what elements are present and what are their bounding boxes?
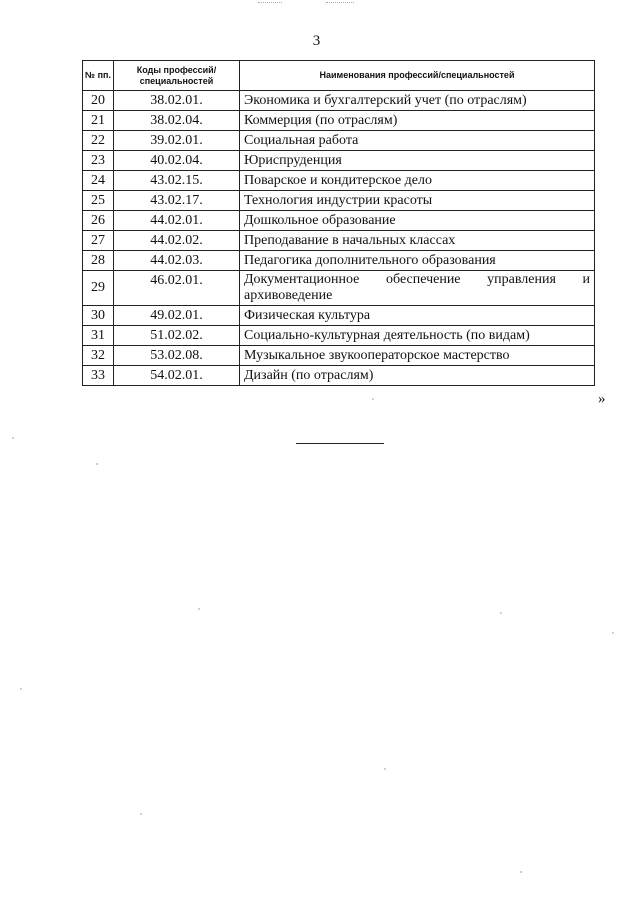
table-row <box>83 171 595 191</box>
row-code: 53.02.08. <box>114 346 240 366</box>
row-number: 23 <box>83 151 114 171</box>
scan-speck <box>20 688 22 690</box>
table-row <box>83 251 595 271</box>
row-code: 38.02.01. <box>114 91 240 111</box>
row-number: 29 <box>83 271 114 306</box>
table-row <box>83 151 595 171</box>
table-header-row <box>83 61 595 91</box>
table-row <box>83 191 595 211</box>
scan-speck <box>12 437 14 439</box>
row-number: 24 <box>83 171 114 191</box>
table-row <box>83 366 595 386</box>
scan-speck <box>140 813 142 815</box>
row-code: 51.02.02. <box>114 326 240 346</box>
row-name: Коммерция (по отраслям) <box>240 111 595 131</box>
row-code: 44.02.01. <box>114 211 240 231</box>
page-number: 3 <box>312 33 321 49</box>
header-name: Наименования профессий/специальностей <box>240 61 595 91</box>
row-code: 44.02.02. <box>114 231 240 251</box>
row-number: 26 <box>83 211 114 231</box>
row-name: Технология индустрии красоты <box>240 191 595 211</box>
scan-speck <box>372 398 374 400</box>
row-number: 31 <box>83 326 114 346</box>
specialties-table <box>82 60 595 386</box>
scan-speck <box>96 463 98 465</box>
table-row <box>83 231 595 251</box>
row-name: Дизайн (по отраслям) <box>240 366 595 386</box>
row-number: 30 <box>83 306 114 326</box>
table-row <box>83 271 595 306</box>
row-code: 43.02.17. <box>114 191 240 211</box>
row-code: 38.02.04. <box>114 111 240 131</box>
row-number: 32 <box>83 346 114 366</box>
row-name: Экономика и бухгалтерский учет (по отраслям) <box>240 91 595 111</box>
scan-speck <box>384 768 386 770</box>
row-name: Документационное обеспечение управления и архивоведение <box>240 271 595 306</box>
row-name: Социальная работа <box>240 131 595 151</box>
row-code: 43.02.15. <box>114 171 240 191</box>
scan-speck <box>612 632 614 634</box>
row-number: 21 <box>83 111 114 131</box>
row-name: Преподавание в начальных классах <box>240 231 595 251</box>
row-name: Физическая культура <box>240 306 595 326</box>
row-name: Поварское и кондитерское дело <box>240 171 595 191</box>
table-row <box>83 131 595 151</box>
row-code: 46.02.01. <box>114 271 240 306</box>
scan-speck <box>198 608 200 610</box>
table-row <box>83 211 595 231</box>
scan-speck <box>500 612 502 614</box>
table-row <box>83 346 595 366</box>
row-name: Музыкальное звукооператорское мастерство <box>240 346 595 366</box>
table-row <box>83 306 595 326</box>
row-code: 54.02.01. <box>114 366 240 386</box>
row-number: 27 <box>83 231 114 251</box>
header-code: Коды профессий/ специальностей <box>114 61 240 91</box>
table-row <box>83 326 595 346</box>
row-name: Социально-культурная деятельность (по видам) <box>240 326 595 346</box>
header-number: № пп. <box>83 61 114 91</box>
row-number: 33 <box>83 366 114 386</box>
row-name: Юриспруденция <box>240 151 595 171</box>
scan-speck <box>520 871 522 873</box>
row-name: Педагогика дополнительного образования <box>240 251 595 271</box>
row-name: Дошкольное образование <box>240 211 595 231</box>
row-code: 49.02.01. <box>114 306 240 326</box>
row-number: 28 <box>83 251 114 271</box>
row-number: 25 <box>83 191 114 211</box>
table-row <box>83 111 595 131</box>
row-code: 40.02.04. <box>114 151 240 171</box>
scan-artifact <box>326 2 354 11</box>
closing-quote: » <box>598 391 606 407</box>
scan-artifact <box>258 2 282 11</box>
row-number: 22 <box>83 131 114 151</box>
row-code: 44.02.03. <box>114 251 240 271</box>
row-number: 20 <box>83 91 114 111</box>
row-code: 39.02.01. <box>114 131 240 151</box>
separator-line <box>296 443 384 444</box>
table-row <box>83 91 595 111</box>
